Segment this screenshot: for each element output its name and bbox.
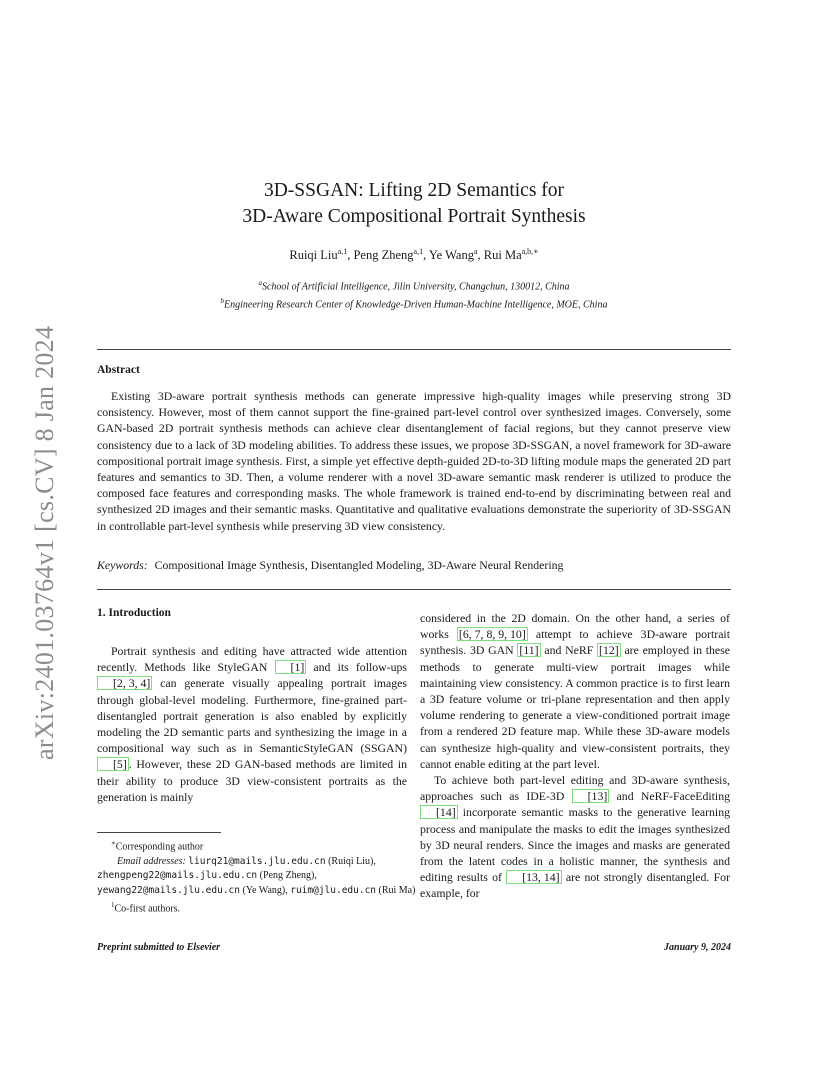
keywords-text: Compositional Image Synthesis, Disentangled Modeling, 3D-Aware Neural Rendering <box>154 558 564 572</box>
citation-link[interactable]: [2, 3, 4] <box>97 676 152 690</box>
author-affiliation-mark: a,1 <box>413 247 424 256</box>
email-label: Email addresses: <box>117 855 189 867</box>
author-affiliation-mark: a,1 <box>337 247 348 256</box>
author-affiliation-mark: a <box>473 247 478 256</box>
affiliations <box>0 276 828 313</box>
citation-link[interactable]: [1] <box>275 660 307 674</box>
affiliation-b: $^b$Engineering Research Center of Knowledge-Driven Human-Machine Intelligence, MOE, China <box>220 297 608 311</box>
footnotes <box>97 836 417 917</box>
paper-title <box>0 178 828 230</box>
email-address[interactable]: zhengpeng22@mails.jlu.edu.cn <box>97 870 258 882</box>
section-heading-introduction: 1. Introduction <box>97 607 171 619</box>
top-divider <box>97 349 731 350</box>
footer-date: January 9, 2024 <box>664 942 731 953</box>
abstract-text: Existing 3D-aware portrait synthesis methods can generate impressive high-quality images while preserving strong 3D consistency. However, most of them cannot support the fine-grained part-level control over synthesized images. Conversely, some GAN-based 2D portrait synthesis methods can achieve clear disentanglement of facial regions, but they cannot preserve view consistency due to a lack of 3D modeling abilities. To address these issues, we propose 3D-SSGAN, a novel framework for 3D-aware compositional portrait image synthesis. First, a simple yet effective depth-guided 2D-to-3D lifting module maps the generated 2D part features and semantics to 3D. Then, a volume renderer with a novel 3D-aware semantic mask renderer is utilized to produce the composed face features and corresponding masks. The whole framework is trained end-to-end by discriminating between real and synthesized 2D images and their semantic masks. Quantitative and qualitative evaluations demonstrate the superiority of 3D-SSGAN in controllable part-level synthesis while preserving 3D view consistency. <box>97 389 731 533</box>
citation-link[interactable]: [13, 14] <box>506 870 561 884</box>
email-owner: (Ruiqi Liu), <box>325 855 376 867</box>
citation-link[interactable]: [13] <box>572 789 610 803</box>
email-address[interactable]: liurq21@mails.jlu.edu.cn <box>188 855 326 867</box>
email-owner: (Peng Zheng), <box>257 870 317 882</box>
author-name: Ruiqi Liu <box>289 248 338 263</box>
citation-link[interactable]: [14] <box>420 805 458 819</box>
author-list: Ruiqi Liu$^{a,1}$, Peng Zheng$^{a,1}$, Ye Wang$^a$, Rui $Ma^{a,b,∗}$ <box>289 247 539 263</box>
email-owner: (Rui Ma) <box>376 884 416 896</box>
footnote-emails <box>97 855 417 899</box>
citation-link[interactable]: [6, 7, 8, 9, 10] <box>458 627 526 642</box>
right-column <box>420 610 730 902</box>
title-line-1: 3D-SSGAN: Lifting 2D Semantics for <box>263 180 565 201</box>
keywords <box>97 558 731 573</box>
citation-link[interactable]: [11] <box>519 643 539 658</box>
email-address[interactable]: yewang22@mails.jlu.edu.cn <box>97 884 240 896</box>
arxiv-id-text: arXiv:2401.03764v1 [cs.CV] 8 Jan 2024 <box>30 325 59 760</box>
footer-preprint-note: Preprint submitted to Elsevier <box>97 942 221 953</box>
keywords-divider <box>97 589 731 590</box>
email-owner: (Ye Wang), <box>240 884 291 896</box>
email-address[interactable]: ruim@jlu.edu.cn <box>290 884 377 896</box>
footnote-cofirst: $^1$Co-first authors. <box>111 901 181 915</box>
keywords-label: Keywords: <box>97 558 148 572</box>
paragraph: considered in the 2D domain. On the other hand, a series of works [6, 7, 8, 9, 10] attempt to achieve 3D-aware portrait synthesis. 3D GAN [11] and NeRF [12] are employed in these methods to generate multi-view portrait images while maintaining view consistency. A common practice is to first learn a 3D feature volume or tri-plane representation and then apply volume rendering to generate a view-conditioned portrait image from a rendered 2D feature map. While these 3D-aware models can synthesize high-quality and view-consistent portraits, they cannot enable editing at the part level. <box>420 611 730 771</box>
author-name: Peng Zheng <box>353 248 414 263</box>
paragraph: To achieve both part-level editing and 3D-aware synthesis, approaches such as IDE-3D [13] and NeRF-FaceEditing [14] incorporate semantic masks to the generative learning process and manipulate the masks to edit the images synthesized by 3D neural renders. Since the images and masks are generated from the latent codes in a holistic manner, the synthesis and editing results of [13, 14] are not strongly disentangled. For example, for <box>420 773 730 901</box>
author-name: Ye Wang <box>428 248 474 263</box>
author-affiliation-mark: a,b,∗ <box>521 247 539 256</box>
author-name: Rui Ma <box>483 248 522 263</box>
abstract-heading: Abstract <box>97 364 140 376</box>
citation-link[interactable]: [5] <box>97 757 129 771</box>
title-line-2: 3D-Aware Compositional Portrait Synthesis <box>242 206 586 227</box>
paragraph: Portrait synthesis and editing have attracted wide attention recently. Methods like StyleGAN [1] and its follow-ups [2, 3, 4] can generate visually appealing portrait images through global-level modeling. Furthermore, fine-grained part-disentangled portrait generation is also enabled by explicitly modeling the 2D semantic parts and synthesizing the image in a compositional way such as in SemanticStyleGAN (SSGAN) [5] . However, these 2D GAN-based methods are limited in their ability to produce 3D view-consistent portraits as the generation is mainly <box>97 644 407 804</box>
affiliation-a: $^a$School of Artificial Intelligence, Jilin University, Changchun, 130012, China <box>258 279 570 293</box>
left-column <box>97 643 407 805</box>
footnote-corresponding: ∗Corresponding author <box>111 839 204 853</box>
arxiv-identifier-stamp <box>10 300 59 760</box>
citation-link[interactable]: [12] <box>599 643 619 658</box>
footnote-divider <box>97 832 221 833</box>
